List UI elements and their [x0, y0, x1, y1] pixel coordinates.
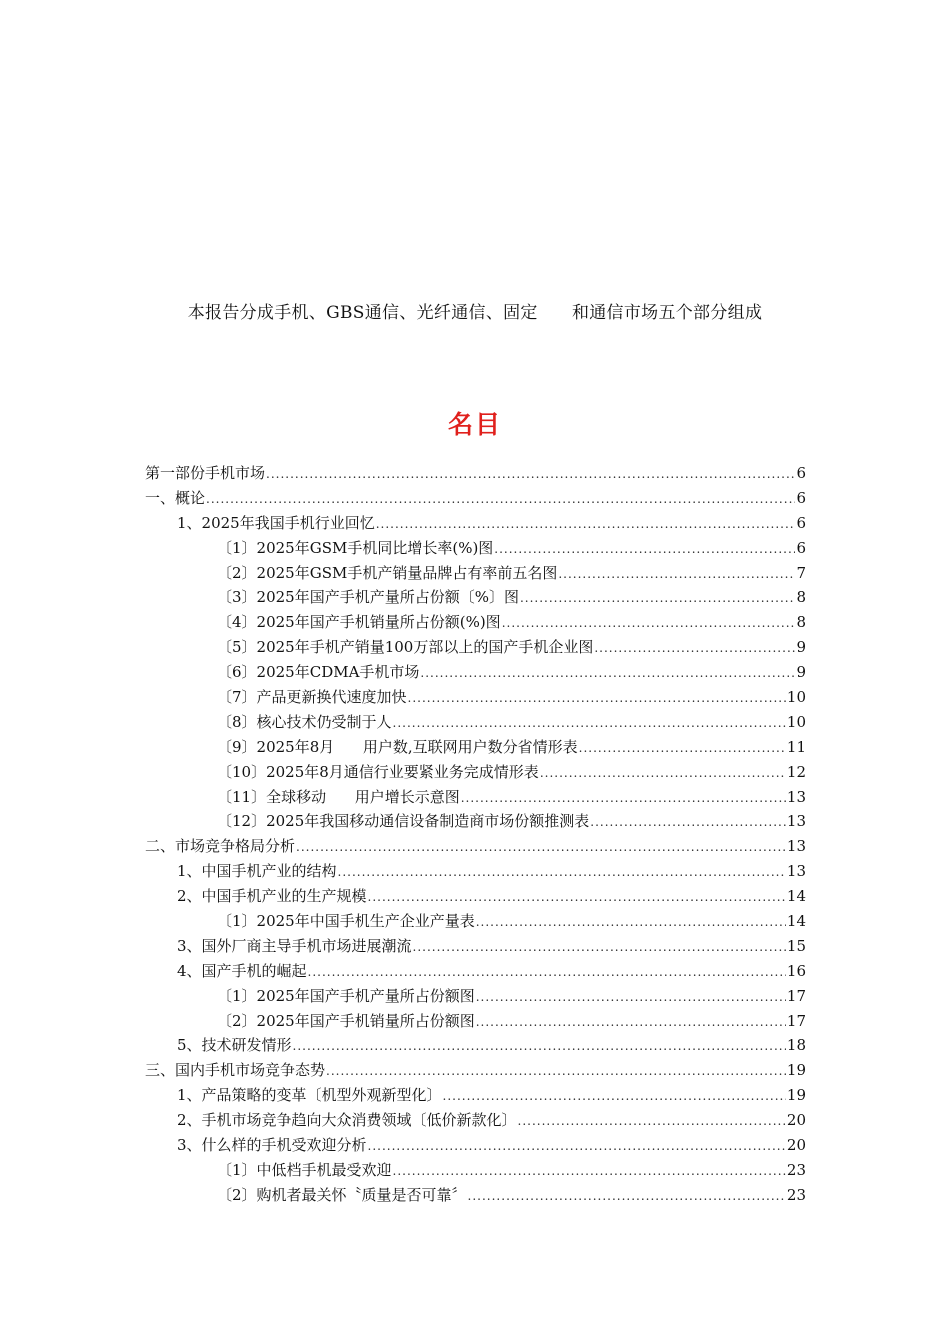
toc-page-number: 23 — [786, 1160, 806, 1179]
toc-dot-leader — [338, 865, 786, 879]
toc-dot-leader — [520, 591, 795, 605]
toc-page-number: 9 — [796, 638, 806, 657]
toc-page-number: 6 — [796, 464, 806, 482]
toc-dot-leader — [590, 815, 786, 829]
toc-entry[interactable] — [145, 487, 806, 512]
toc-entry-title: 〔9〕2025年8月 用户数,互联网用户数分省情形表 — [217, 737, 578, 756]
toc-entry[interactable] — [145, 885, 806, 910]
toc-entry[interactable] — [145, 960, 806, 985]
toc-entry-title: 3、国外厂商主导手机市场进展潮流 — [177, 936, 412, 955]
toc-dot-leader — [293, 1039, 786, 1053]
toc-entry-title: 〔10〕2025年8月通信行业要紧业务完成情形表 — [217, 762, 539, 781]
toc-page-number: 14 — [786, 887, 806, 906]
toc-entry[interactable] — [145, 1184, 806, 1209]
toc-page-number: 7 — [796, 563, 806, 582]
toc-dot-leader — [494, 542, 795, 556]
toc-page-number: 23 — [786, 1185, 806, 1204]
toc-entry-title: 5、技术研发情形 — [177, 1036, 292, 1055]
toc-entry[interactable] — [145, 462, 806, 487]
toc-page-number: 13 — [786, 812, 806, 831]
toc-dot-leader — [368, 1139, 786, 1153]
toc-entry[interactable] — [145, 910, 806, 935]
toc-entry[interactable] — [145, 935, 806, 960]
toc-entry-title: 〔1〕中低档手机最受欢迎 — [217, 1160, 392, 1179]
toc-page-number: 12 — [786, 762, 806, 781]
toc-entry[interactable] — [145, 761, 806, 786]
toc-dot-leader — [368, 890, 786, 904]
toc-dot-leader — [476, 990, 786, 1004]
toc-entry-title: 〔5〕2025年手机产销量100万部以上的国产手机企业图 — [217, 638, 594, 657]
toc-entry[interactable] — [145, 636, 806, 661]
toc-dot-leader — [461, 791, 786, 805]
toc-page-number: 10 — [786, 688, 806, 707]
toc-entry-title: 〔2〕购机者最关怀〝质量是否可靠〞 — [217, 1185, 467, 1204]
toc-dot-leader — [308, 965, 786, 979]
toc-entry-title: 2、中国手机产业的生产规模 — [177, 887, 367, 906]
toc-page-number: 16 — [786, 961, 806, 980]
toc-entry-title: 4、国产手机的崛起 — [177, 961, 307, 980]
toc-page-number: 17 — [786, 1011, 806, 1030]
toc-entry-title: 二、市场竞争格局分析 — [145, 837, 296, 856]
toc-dot-leader — [326, 1064, 786, 1078]
toc-dot-leader — [296, 840, 786, 854]
toc-entry[interactable] — [145, 835, 806, 860]
toc-page-number: 14 — [786, 912, 806, 931]
toc-entry-title: 〔8〕核心技术仍受制于人 — [217, 712, 392, 731]
toc-entry[interactable] — [145, 686, 806, 711]
toc-entry-title: 第一部份手机市场 — [145, 464, 266, 482]
toc-dot-leader — [540, 766, 786, 780]
toc-dot-leader — [408, 691, 786, 705]
toc-page-number: 20 — [786, 1111, 806, 1130]
toc-entry[interactable] — [145, 1134, 806, 1159]
table-of-contents — [145, 462, 806, 1209]
toc-page-number: 6 — [796, 513, 806, 532]
toc-page-number: 19 — [786, 1061, 806, 1080]
toc-dot-leader — [376, 517, 796, 531]
toc-entry[interactable] — [145, 1010, 806, 1035]
toc-dot-leader — [558, 567, 795, 581]
toc-entry-title: 〔2〕2025年国产手机销量所占份额图 — [217, 1011, 475, 1030]
toc-entry[interactable] — [145, 860, 806, 885]
toc-entry[interactable] — [145, 1159, 806, 1184]
toc-page-number: 8 — [796, 613, 806, 632]
toc-entry-title: 〔1〕2025年GSM手机同比增长率(%)图 — [217, 538, 494, 557]
toc-entry-title: 〔3〕2025年国产手机产量所占份额〔%〕图 — [217, 588, 519, 607]
toc-entry-title: 3、什么样的手机受欢迎分析 — [177, 1136, 367, 1155]
toc-dot-leader — [393, 1164, 786, 1178]
report-intro-line: 本报告分成手机、GBS通信、光纤通信、固定 和通信市场五个部分组成 — [187, 303, 763, 323]
toc-entry-title: 〔11〕全球移动 用户增长示意图 — [217, 787, 460, 806]
toc-dot-leader — [420, 666, 795, 680]
toc-page-number: 13 — [786, 862, 806, 881]
toc-entry-title: 三、国内手机市场竞争态势 — [145, 1061, 326, 1080]
toc-page-number: 19 — [786, 1086, 806, 1105]
toc-entry[interactable] — [145, 1084, 806, 1109]
toc-entry[interactable] — [145, 1059, 806, 1084]
toc-entry-title: 1、产品策略的变革〔机型外观新型化〕 — [177, 1086, 442, 1105]
toc-page-number: 11 — [786, 737, 806, 756]
toc-dot-leader — [579, 741, 786, 755]
toc-entry[interactable] — [145, 810, 806, 835]
toc-entry[interactable] — [145, 611, 806, 636]
toc-page-number: 10 — [786, 712, 806, 731]
toc-entry-title: 一、概论 — [145, 488, 206, 507]
toc-entry-title: 〔4〕2025年国产手机销量所占份额(%)图 — [217, 613, 501, 632]
toc-dot-leader — [393, 716, 786, 730]
toc-entry[interactable] — [145, 736, 806, 761]
toc-page-number: 17 — [786, 986, 806, 1005]
toc-entry-title: 1、中国手机产业的结构 — [177, 862, 337, 881]
toc-page-number: 8 — [796, 588, 806, 607]
toc-entry-title: 〔2〕2025年GSM手机产销量品牌占有率前五名图 — [217, 563, 558, 582]
toc-entry[interactable] — [145, 586, 806, 611]
toc-page-number: 15 — [786, 936, 806, 955]
toc-entry-title: 〔1〕2025年中国手机生产企业产量表 — [217, 912, 475, 931]
toc-page-number: 13 — [786, 837, 806, 856]
toc-entry-title: 〔7〕产品更新换代速度加快 — [217, 688, 407, 707]
toc-dot-leader — [518, 1114, 786, 1128]
toc-page-number: 13 — [786, 787, 806, 806]
toc-entry-title: 1、2025年我国手机行业回忆 — [177, 513, 375, 532]
toc-entry[interactable] — [145, 562, 806, 587]
toc-entry[interactable] — [145, 711, 806, 736]
toc-entry[interactable] — [145, 786, 806, 811]
toc-entry[interactable] — [145, 1034, 806, 1059]
toc-dot-leader — [413, 940, 786, 954]
toc-dot-leader — [266, 467, 795, 481]
toc-entry[interactable] — [145, 537, 806, 562]
toc-dot-leader — [468, 1189, 786, 1203]
toc-page-number: 6 — [796, 488, 806, 507]
toc-entry-title: 〔1〕2025年国产手机产量所占份额图 — [217, 986, 475, 1005]
toc-dot-leader — [594, 641, 795, 655]
toc-page-number: 20 — [786, 1136, 806, 1155]
toc-page-number: 18 — [786, 1036, 806, 1055]
toc-title: 名目 — [447, 410, 502, 439]
toc-entry[interactable] — [145, 512, 806, 537]
toc-entry[interactable] — [145, 985, 806, 1010]
toc-dot-leader — [502, 616, 796, 630]
toc-entry-title: 〔6〕2025年CDMA手机市场 — [217, 663, 420, 682]
toc-entry[interactable] — [145, 1109, 806, 1134]
toc-entry-title: 〔12〕2025年我国移动通信设备制造商市场份额推测表 — [217, 812, 590, 831]
toc-page-number: 9 — [796, 663, 806, 682]
toc-entry[interactable] — [145, 661, 806, 686]
toc-page-number: 6 — [796, 538, 806, 557]
toc-dot-leader — [476, 915, 786, 929]
toc-dot-leader — [443, 1089, 786, 1103]
toc-dot-leader — [206, 492, 795, 506]
toc-dot-leader — [476, 1015, 786, 1029]
toc-entry-title: 2、手机市场竞争趋向大众消费领域〔低价新款化〕 — [177, 1111, 517, 1130]
